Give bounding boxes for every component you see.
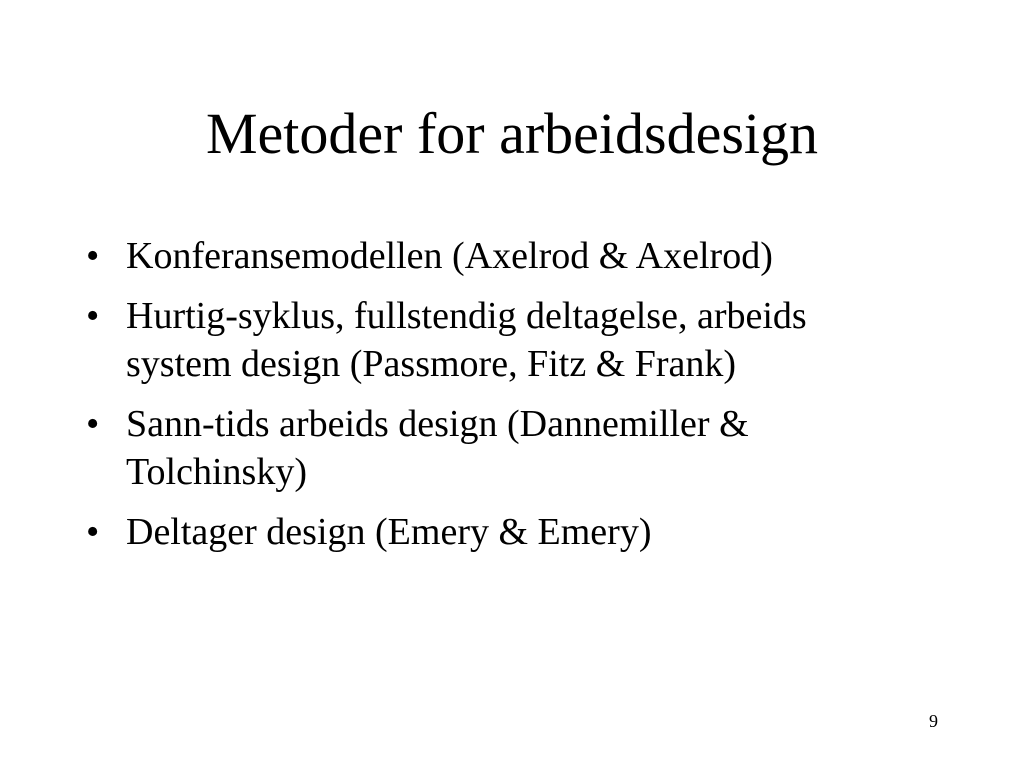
bullet-icon: • (86, 295, 100, 337)
bullet-icon: • (86, 403, 100, 445)
list-item (86, 292, 906, 388)
list-item (86, 232, 906, 280)
bullet-text: Deltager design (Emery & Emery) (126, 511, 652, 553)
slide-title: Metoder for arbeidsdesign (205, 101, 819, 166)
page-number: 9 (929, 711, 938, 731)
bullet-icon: • (86, 511, 100, 553)
bullet-text: Konferansemodellen (Axelrod & Axelrod) (126, 235, 773, 277)
bullet-text: Sann-tids arbeids design (Dannemiller & Tolchinsky) (126, 403, 749, 493)
list-item (86, 400, 906, 496)
list-item (86, 508, 906, 556)
bullet-text: Hurtig-syklus, fullstendig deltagelse, arbeids system design (Passmore, Fitz & Frank) (126, 295, 807, 385)
bullet-icon: • (86, 235, 100, 277)
bullet-list (86, 232, 906, 568)
